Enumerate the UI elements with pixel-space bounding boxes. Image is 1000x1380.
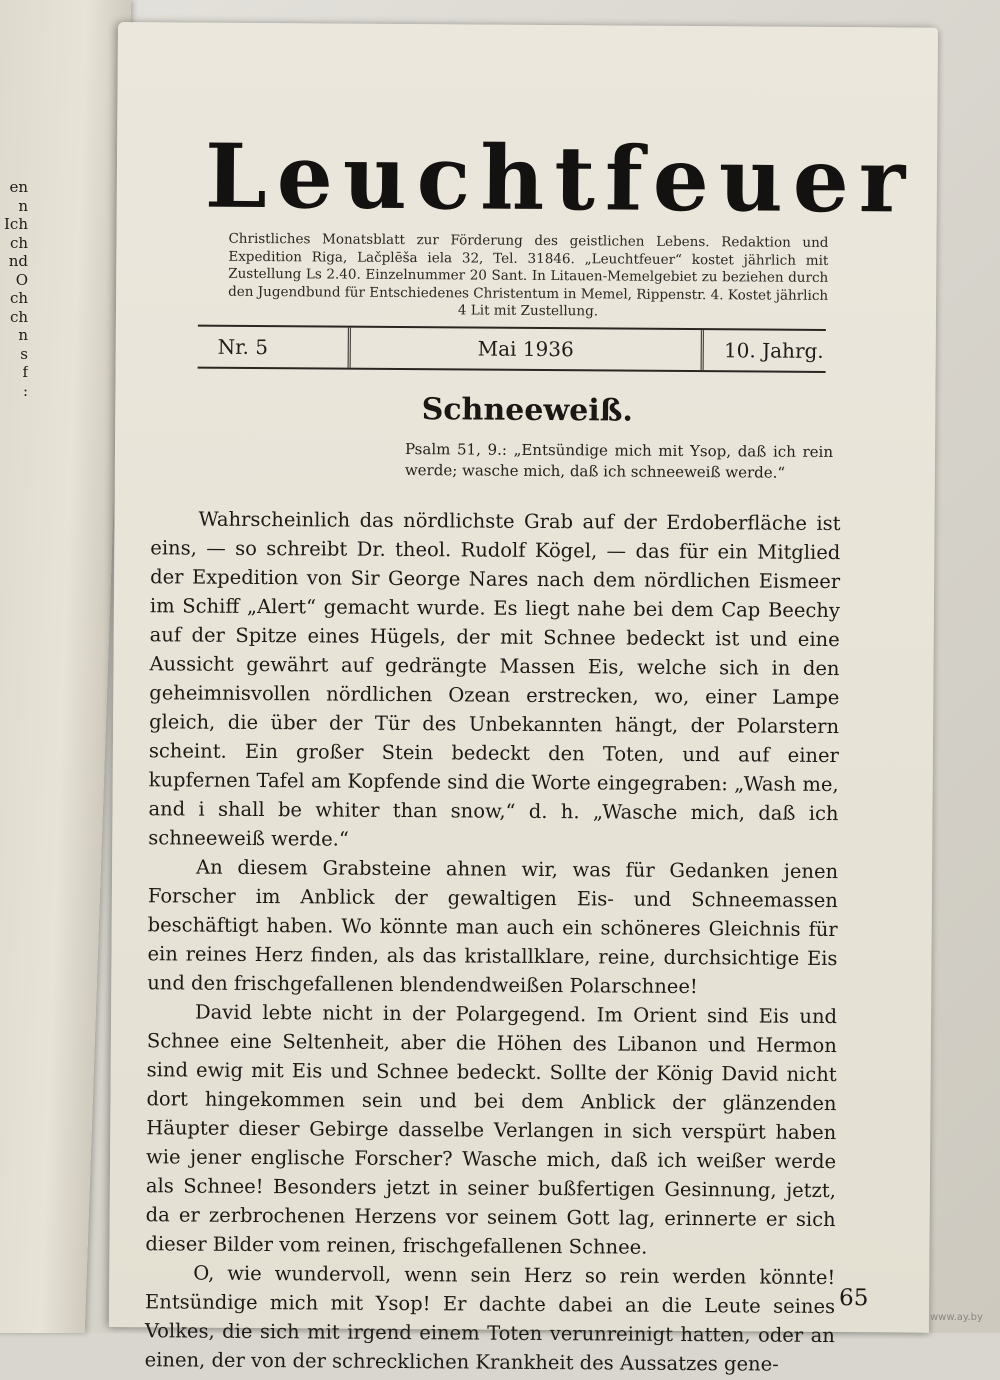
masthead-title: Leuchtfeuer	[204, 123, 916, 233]
article-paragraph: O, wie wundervoll, wenn sein Herz so rein werden könnte! Entsündige mich mit Ysop! Er dachte dabei an die Leute seines Volkes, die sich mit irgend einem Toten verunreinigt hatten, oder an einen, der von der schrecklichen Krankheit des Aussatzes gene-	[144, 1261, 836, 1376]
issue-date: Mai 1936	[351, 328, 704, 370]
issue-number: Nr. 5	[198, 327, 351, 368]
left-page-line: ch	[9, 307, 28, 326]
issue-volume: 10. Jahrg.	[723, 338, 824, 363]
watermark: www.ay.by	[930, 1312, 983, 1323]
article-title: Schneeweiß.	[421, 392, 634, 429]
page-number: 65	[839, 1285, 869, 1312]
magazine-page	[109, 22, 938, 1376]
left-page-line: Ich	[4, 215, 28, 233]
left-page-line: :	[22, 381, 28, 400]
issue-info-bar	[198, 325, 826, 373]
left-page-line: ch	[9, 289, 28, 307]
article-paragraph: Wahrscheinlich das nördlichste Grab auf der Erdoberfläche ist eins, — so schreibt Dr. theol. Rudolf Kögel, — das für ein Mitglied der Expedition von Sir George Nares nach dem nördlichen Eismeer im Schiff „Alert“ gemacht wurde. Es liegt nahe bei dem Cap Beechy auf der Spitze eines Hügels, der mit Schnee bedeckt ist und eine Aussicht gewährt auf gedrängte Massen Eis, welche sich in den geheimnisvollen nördlichen Ozean erstrecken, wo, einer Lampe gleich, die über der Tür des Unbekannten hängt, der Polarstern scheint. Ein großer Stein bedeckt den Toten, und auf einer kupfernen Tafel am Kopfende sind die Worte eingegraben: „Wash me, and i shall be whiter than snow,“ d. h. „Wasche mich, daß ich schneeweiß werde.“	[148, 507, 841, 851]
left-page-line: s	[20, 344, 28, 363]
article-body	[145, 504, 841, 1379]
article-paragraph: An diesem Grabsteine ahnen wir, was für Gedanken jenen Forscher im Anblick der gewaltigen Eis- und Schneemassen beschäftigt haben. Wo könnte man auch ein schöneres Gleichnis für ein reines Herz finden, als das kristallklare, reine, durchsichtige Eis und den frischgefallenen blendendweißen Polarschnee!	[147, 855, 839, 999]
left-page-line: n	[18, 196, 28, 215]
article-paragraph: David lebte nicht in der Polargegend. Im Orient sind Eis und Schnee eine Seltenheit, aber die Höhen des Libanon und Hermon sind ewig mit Eis und Schnee bedeckt. Sollte der König David nicht dort hingekommen sein und bei dem Anblick der glänzenden Häupter dieser Gebirge dasselbe Verlangen in sich verspürt haben wie jener englische Forscher? Wasche mich, daß ich weißer werde als Schnee! Besonders jetzt in seiner bußfertigen Gesinnung, jetzt, da er zerbrochenen Herzens vor seinem Gott lag, erinnerte er sich dieser Bilder vom reinen, frischgefallenen Schnee.	[145, 1000, 838, 1259]
left-page-line: en	[9, 178, 28, 196]
left-page-line: f	[22, 363, 28, 381]
left-page-line: ch	[9, 233, 28, 252]
masthead-subline: Christliches Monatsblatt zur Förderung des geistlichen Lebens. Redaktion und Expedition Riga, Lačplēša iela 32, Tel. 31846. „Leuchtfeuer“ kostet jährlich mit Zustellung Ls 2.40. Einzelnummer 20 Sant. In Litauen-Memelgebiet zu beziehen durch den Jugendbund für Entschiedenes Christentum in Memel, Rippenstr. 4. Kostet jährlich 4 Lit mit Zustellung.	[228, 230, 829, 320]
left-page-line: nd	[8, 252, 28, 270]
left-page-line: O	[15, 270, 28, 289]
left-page-text-fragments	[4, 178, 28, 400]
article-motto: Psalm 51, 9.: „Entsündige mich mit Ysop, daß ich rein werde; wasche mich, daß ich schneeweiß werde.“	[404, 440, 834, 482]
left-page-line: n	[18, 326, 28, 344]
